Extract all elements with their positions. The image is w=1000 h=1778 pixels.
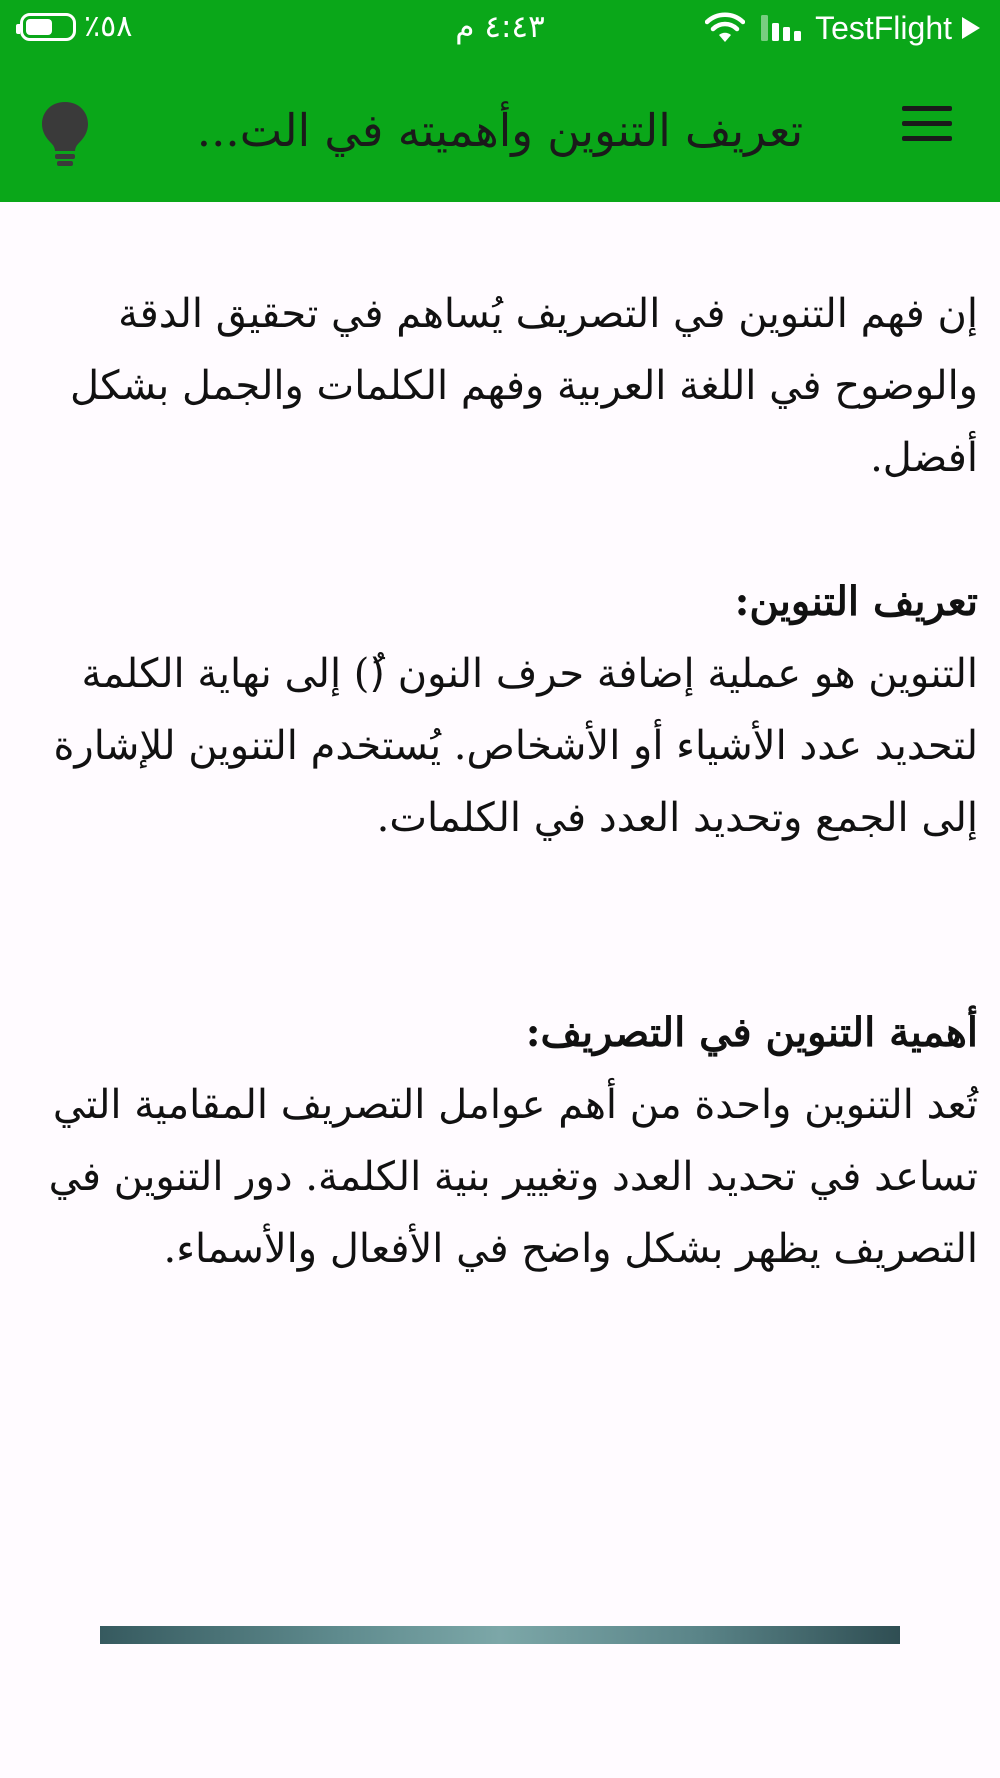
- app-bar: [0, 56, 1000, 202]
- carrier-label: TestFlight: [815, 9, 952, 46]
- page-title: تعريف التنوين وأهميته في الت...: [196, 104, 804, 157]
- status-bar: [0, 0, 1000, 56]
- article-content: [24, 278, 978, 1285]
- status-right-group: [705, 8, 980, 48]
- play-icon: [962, 17, 980, 39]
- section-body-definition: التنوين هو عملية إضافة حرف النون (ُ) إلى نهاية الكلمة لتحديد عدد الأشياء أو الأشخاص. يُستخدم التنوين للإشارة إلى الجمع وتحديد العدد في الكلمات.: [53, 651, 978, 841]
- cellular-signal-icon: [759, 13, 805, 43]
- section-heading-importance: أهمية التنوين في التصريف:: [525, 1009, 978, 1056]
- status-time: ٤:٤٣ م: [455, 9, 545, 45]
- header: [0, 0, 1000, 202]
- menu-button[interactable]: [902, 104, 952, 144]
- wifi-icon: [705, 12, 745, 44]
- lightbulb-button[interactable]: [36, 98, 94, 170]
- lightbulb-icon: [36, 98, 94, 170]
- intro-paragraph: إن فهم التنوين في التصريف يُساهم في تحقيق الدقة والوضوح في اللغة العربية وفهم الكلمات والجمل بشكل أفضل.: [70, 291, 978, 481]
- banner-strip: [100, 1626, 900, 1644]
- section-heading-definition: تعريف التنوين:: [734, 578, 978, 625]
- battery-percentage: ٪٥٨: [84, 9, 133, 44]
- section-body-importance: تُعد التنوين واحدة من أهم عوامل التصريف المقامية التي تساعد في تحديد العدد وتغيير بنية الكلمة. دور التنوين في التصريف يظهر بشكل واضح في الأفعال والأسماء.: [48, 1082, 978, 1272]
